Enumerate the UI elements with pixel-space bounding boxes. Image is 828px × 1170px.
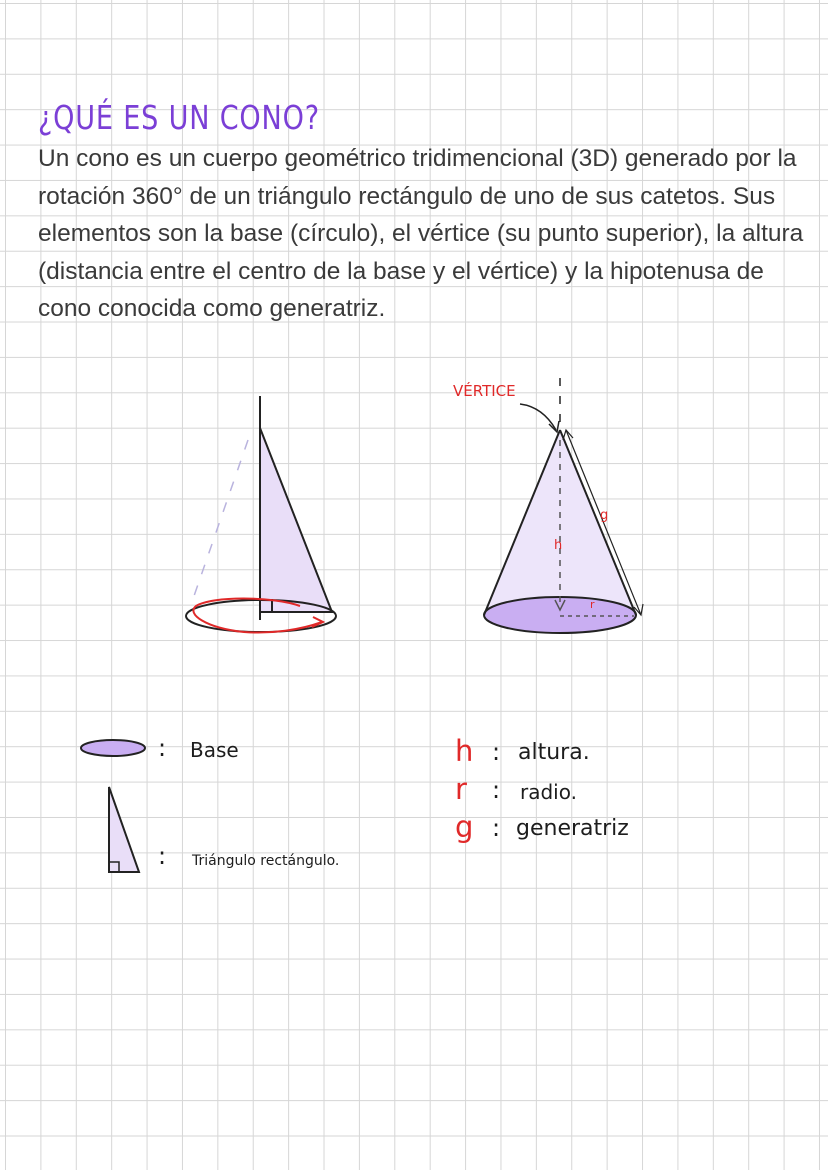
legend-triangle-icon — [109, 787, 139, 872]
legend-base-text: Base — [190, 738, 239, 762]
vertex-label: VÉRTICE — [453, 382, 516, 400]
dashed-rotation-guide — [194, 440, 248, 596]
legend-colon: : — [492, 776, 501, 804]
legend-text-radio: radio. — [520, 780, 577, 804]
legend-base-icon — [81, 740, 145, 756]
legend-text-altura: altura. — [518, 740, 590, 765]
rotation-figure — [186, 396, 336, 633]
legend-text-generatriz: generatriz — [516, 816, 629, 841]
legend-symbol-h: h — [455, 734, 474, 768]
height-label: h — [554, 538, 563, 553]
legend-symbol-r: r — [455, 772, 467, 806]
intro-paragraph: Un cono es un cuerpo geométrico tridimencional (3D) generado por la rotación 360° de un triángulo rectángulo de uno de sus catetos. Sus elementos son la base (círculo), el vértice (su punto superior), la altura (distancia entre el centro de la base y el vértice) y la hipotenusa de cono conocida como generatriz. — [38, 145, 804, 322]
legend-colon: : — [158, 842, 167, 870]
legend-colon: : — [492, 814, 501, 842]
right-triangle — [260, 428, 332, 612]
legend-colon: : — [158, 734, 167, 762]
generatrix-label: g — [600, 508, 609, 523]
cone-figure — [484, 378, 643, 633]
legend-colon: : — [492, 738, 501, 766]
cone-base — [484, 597, 636, 633]
page-title: ¿QUÉ ES UN CONO? — [38, 98, 320, 137]
legend-triangle-text: Triángulo rectángulo. — [192, 853, 340, 869]
legend-symbol-g: g — [455, 810, 474, 844]
radius-label: r — [590, 598, 595, 611]
